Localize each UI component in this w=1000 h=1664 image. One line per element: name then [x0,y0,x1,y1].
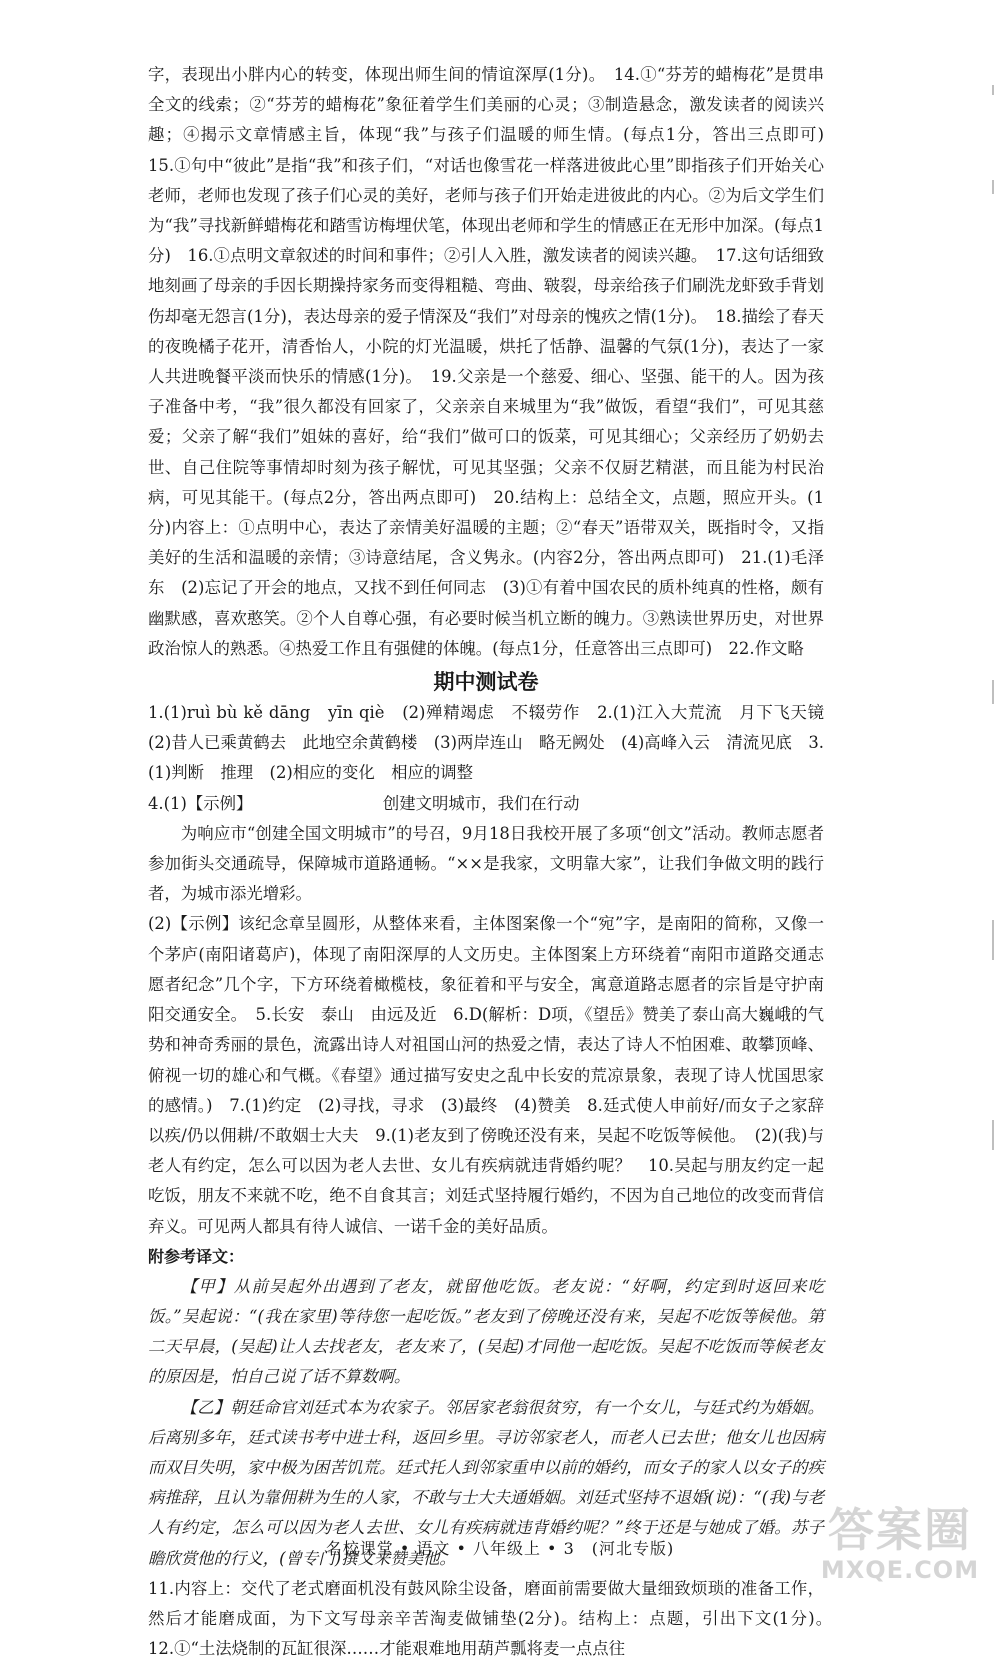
edge-mark [992,1120,994,1150]
edge-mark [992,680,994,704]
answer-q11-12: 11.内容上：交代了老式磨面机没有鼓风除尘设备，磨面前需要做大量细致烦琐的准备工作，然后才能磨成面，为下文写母亲辛苦淘麦做铺垫(2分)。结构上：点题，引出下文(1分)。 12.①“土法烧制的瓦缸很深……才能艰难地用葫芦瓢将麦一点点往 [148,1578,841,1659]
answer-q4-row [148,789,824,819]
answer-page [148,60,841,1664]
edge-mark [992,920,994,960]
edge-mark [992,180,994,194]
section-title: 期中测试卷 [433,670,539,695]
appendix-heading: 附参考译文： [148,1246,245,1266]
answer-q1-3: 1.(1)ruì bù kě dāng yīn qiè (2)殚精竭虑 不辍劳作 2.(1)江入大荒流 月下飞天镜 (2)昔人已乘黄鹤去 此地空余黄鹤楼 (3)两岸连山 略无阙处 (4)高峰入云 清流见底 3.(1)判断 推理 (2)相应的变化 相应的调整 [148,703,841,783]
page-footer: 名校课堂 • 语文 • 八年级上 • 3 (河北专版) [325,1539,675,1558]
translation-jia: 【甲】从前吴起外出遇到了老友，就留他吃饭。老友说：“好啊，约定到时返回来吃饭。”吴起说：“(我在家里)等待您一起吃饭。”老友到了傍晚还没有来，吴起不吃饭等候他。第二天早晨，(吴起)让人去找老友，老友来了，(吴起)才同他一起吃饭。吴起不吃饭而等候老友的原因是，怕自己说了话不算数啊。 [148,1276,824,1387]
q4-label: 4.(1)【示例】 [148,793,253,813]
edge-mark [992,85,994,95]
q4-headline: 创建文明城市，我们在行动 [382,793,580,813]
right-edge-marks [974,0,1000,1600]
q4-body: 为响应市“创建全国文明城市”的号召，9月18日我校开展了多项“创文”活动。教师志愿者参加街头交通疏导，保障城市道路通畅。“××是我家，文明靠大家”，让我们争做文明的践行者，为城市添光增彩。 [148,823,824,904]
translation-yi: 【乙】朝廷命官刘廷式本为农家子。邻居家老翁很贫穷，有一个女儿，与廷式约为婚姻。后离别多年，廷式读书考中进士科，返回乡里。寻访邻家老人，而老人已去世；他女儿也因病而双目失明，家中极为困苦饥荒。廷式托人到邻家重申以前的婚约，而女子的家人以女子的疾病推辞，且认为靠佣耕为生的人家，不敢与士大夫通婚姻。刘廷式坚持不退婚(说)：“(我)与老人有约定，怎么可以因为老人去世、女儿有疾病就违背婚约呢？”终于还是与她成了婚。苏子瞻欣赏他的行义，(曾专门)撰文来赞美他。 [148,1397,824,1568]
answer-paragraph-top: 字，表现出小胖内心的转变，体现出师生间的情谊深厚(1分)。 14.①“芬芳的蜡梅花”是贯串全文的线索；②“芬芳的蜡梅花”象征着学生们美丽的心灵；③制造悬念，激发读者的阅读兴趣；④揭示文章情感主旨，体现“我”与孩子们温暖的师生情。(每点1分，答出三点即可) 15.①句中“彼此”是指“我”和孩子们，“对话也像雪花一样落进彼此心里”即指孩子们开始关心老师，老师也发现了孩子们心灵的美好，老师与孩子们开始走进彼此的内心。②为后文学生们为“我”寻找新鲜蜡梅花和踏雪访梅埋伏笔，体现出老师和学生的情感正在无形中加深。(每点1分) 16.①点明文章叙述的时间和事件；②引人入胜，激发读者的阅读兴趣。 17.这句话细致地刻画了母亲的手因长期操持家务而变得粗糙、弯曲、皲裂，母亲给孩子们刷洗龙虾致手背划伤却毫无怨言(1分)，表达母亲的爱子情深及“我们”对母亲的愧疚之情(1分)。 18.描绘了春天的夜晚橘子花开，清香怡人，小院的灯光温暖，烘托了恬静、温馨的气氛(1分)，表达了一家人共进晚餐平淡而快乐的情感(1分)。 19.父亲是一个慈爱、细心、坚强、能干的人。因为孩子准备中考，“我”很久都没有回家了，父亲亲自来城里为“我”做饭，看望“我们”，可见其慈爱；父亲了解“我们”姐妹的喜好，给“我们”做可口的饭菜，可见其细心；父亲经历了奶奶去世、自己住院等事情却时刻为孩子解忧，可见其坚强；父亲不仅厨艺精湛，而且能为村民治病，可见其能干。(每点2分，答出两点即可) 20.结构上：总结全文，点题，照应开头。(1分)内容上：①点明中心，表达了亲情美好温暖的主题；②“春天”语带双关，既指时令，又指美好的生活和温暖的亲情；③诗意结尾，含义隽永。(内容2分，答出两点即可) 21.(1)毛泽东 (2)忘记了开会的地点，又找不到任何同志 (3)①有着中国农民的质朴纯真的性格，颇有幽默感，喜欢憨笑。②个人自尊心强，有必要时候当机立断的魄力。③熟读世界历史，对世界政治惊人的熟悉。④热爱工作且有强健的体魄。(每点1分，任意答出三点即可) 22.作文略 [148,65,841,658]
watermark-url: MXQE.COM [820,1556,980,1584]
watermark-logo [810,1505,990,1595]
watermark-logo-text: 答案圈 [828,1503,972,1557]
answer-q4-part2-to-10: (2)【示例】该纪念章呈圆形，从整体来看，主体图案像一个“宛”字，是南阳的简称，又像一个茅庐(南阳诸葛庐)，体现了南阳深厚的人文历史。主体图案上方环绕着“南阳市道路交通志愿者纪念”几个字，下方环绕着橄榄枝，象征着和平与安全，寓意道路志愿者的宗旨是守护南阳交通安全。 5.长安 泰山 由远及近 6.D(解析：D项，《望岳》赞美了泰山高大巍峨的气势和神奇秀丽的景色，流露出诗人对祖国山河的热爱之情，表达了诗人不怕困难、敢攀顶峰、俯视一切的雄心和气概。《春望》通过描写安史之乱中长安的荒凉景象，表现了诗人忧国思家的感情。) 7.(1)约定 (2)寻找，寻求 (3)最终 (4)赞美 8.廷式使人申前好/而女子之家辞以疾/仍以佣耕/不敢姻士大夫 9.(1)老友到了傍晚还没有来，吴起不吃饭等候他。 (2)(我)与老人有约定，怎么可以因为老人去世、女儿有疾病就违背婚约呢？ 10.吴起与朋友约定一起吃饭，朋友不来就不吃，绝不自食其言；刘廷式坚持履行婚约，不因为自己地位的改变而背信弃义。可见两人都具有待人诚信、一诺千金的美好品质。 [148,914,824,1236]
